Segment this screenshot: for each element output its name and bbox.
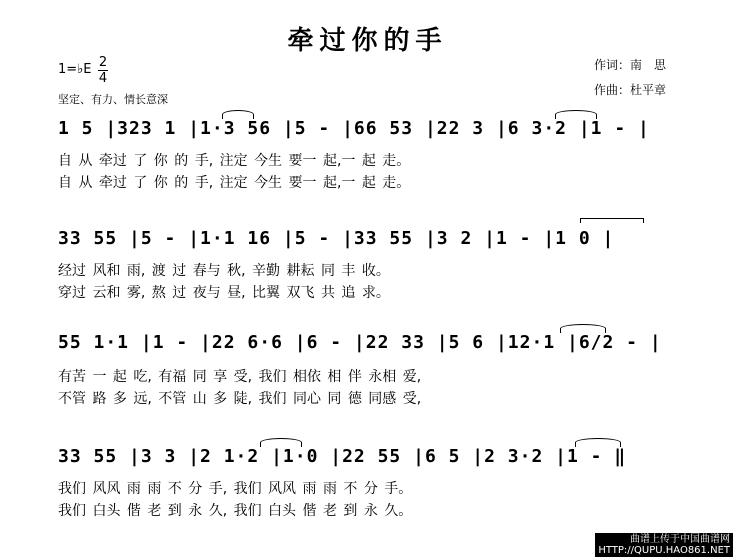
score-line-1-lyric-1: 自 从 牵过 了 你 的 手, 注定 今生 要一 起,一 起 走。 — [58, 153, 411, 169]
score-line-2-notes: 33 55 |5 - |1·1 16 |5 - |33 55 |3 2 |1 - |1 0 | — [58, 228, 615, 249]
slur-mark — [575, 438, 621, 447]
score-line-2-lyric-1: 经过 风和 雨, 渡 过 春与 秋, 辛勤 耕耘 同 丰 收。 — [58, 263, 390, 279]
key-signature: 1=♭E — [58, 62, 92, 77]
score-line-4-lyric-2: 我们 白头 偕 老 到 永 久, 我们 白头 偕 老 到 永 久。 — [58, 503, 413, 519]
score-line-3-notes: 55 1·1 |1 - |22 6·6 |6 - |22 33 |5 6 |12·1 |6/2 - | — [58, 332, 662, 353]
time-sig-top: 2 — [98, 55, 108, 70]
slur-mark — [555, 110, 597, 119]
score-line-1-lyric-2: 自 从 牵过 了 你 的 手, 注定 今生 要一 起,一 起 走。 — [58, 175, 411, 191]
slur-mark — [560, 324, 606, 333]
lyricist: 作词：南 思 — [594, 58, 667, 72]
time-signature — [98, 56, 108, 85]
slur-mark — [222, 110, 254, 119]
score-line-2-lyric-2: 穿过 云和 雾, 熬 过 夜与 昼, 比翼 双飞 共 追 求。 — [58, 285, 390, 301]
score-line-4-notes: 33 55 |3 3 |2 1·2 |1·0 |22 55 |6 5 |2 3·2 |1 - ‖ — [58, 446, 627, 467]
score-line-1-notes: 1 5 |323 1 |1·3 56 |5 - |66 53 |22 3 |6 3·2 |1 - | — [58, 118, 650, 139]
score-line-3-lyric-1: 有苦 一 起 吃, 有福 同 享 受, 我们 相依 相 伴 永相 爱, — [58, 369, 422, 385]
score-line-4-lyric-1: 我们 风风 雨 雨 不 分 手, 我们 风风 雨 雨 不 分 手。 — [58, 481, 413, 497]
tempo-marking: 坚定、有力、情长意深 — [58, 93, 168, 106]
tie-bracket — [580, 218, 644, 223]
footer-line-2: HTTP://QUPU.HAO861.NET — [598, 545, 730, 556]
song-title: 牵过你的手 — [287, 26, 448, 56]
footer-line-1: 曲谱上传于中国曲谱网 — [630, 534, 730, 545]
composer: 作曲：杜平章 — [594, 83, 667, 97]
site-watermark — [595, 533, 733, 557]
slur-mark — [260, 438, 302, 447]
time-sig-bottom: 4 — [98, 71, 108, 86]
score-line-3-lyric-2: 不管 路 多 远, 不管 山 多 陡, 我们 同心 同 德 同感 受, — [58, 391, 422, 407]
